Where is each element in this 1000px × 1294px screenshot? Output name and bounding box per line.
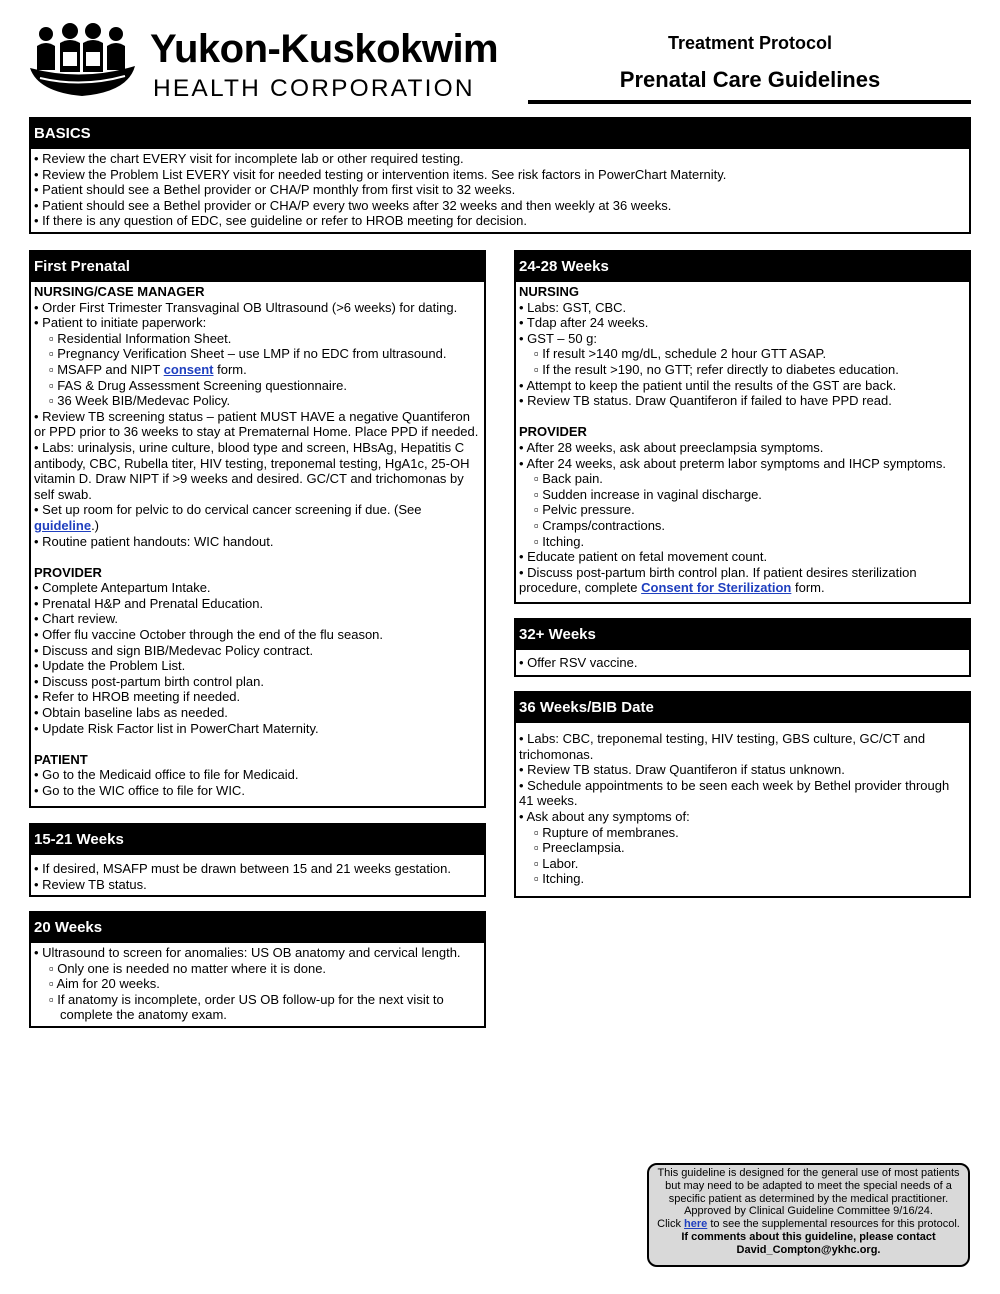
list-item: • Go to the WIC office to file for WIC.: [34, 783, 245, 798]
list-item: • Offer flu vaccine October through the end of the flu season.: [34, 627, 384, 643]
list-subitem: ▫ FAS & Drug Assessment Screening questionnaire.: [49, 377, 347, 393]
list-item: • Offer RSV vaccine.: [519, 655, 638, 670]
basics-heading: BASICS: [31, 119, 969, 149]
list-item-text: .): [91, 517, 100, 533]
list-subitem: [34, 362, 481, 378]
provider-heading: PROVIDER: [519, 424, 587, 440]
list-item: • After 28 weeks, ask about preeclampsia symptoms.: [519, 439, 824, 455]
list-subitem: ▫ Pregnancy Verification Sheet – use LMP if no EDC from ultrasound.: [49, 346, 447, 362]
list-subitem: ▫ Pelvic pressure.: [534, 502, 635, 518]
list-subitem: ▫ Back pain.: [534, 471, 603, 487]
list-subitem: ▫ If anatomy is incomplete, order US OB follow-up for the next visit to: [49, 991, 444, 1007]
list-item: • Chart review.: [34, 611, 119, 627]
basics-item: • Patient should see a Bethel provider or CHA/P every two weeks after 32 weeks and then weekly at 36 weeks.: [34, 197, 672, 213]
disclaimer-text: Click: [657, 1218, 685, 1231]
weeks-15-21-heading: 15-21 Weeks: [31, 825, 484, 855]
basics-item: • If there is any question of EDC, see guideline or refer to HROB meeting for decision.: [34, 213, 528, 229]
list-subitem: ▫ If result >140 mg/dL, schedule 2 hour GTT ASAP.: [534, 346, 827, 362]
list-item: • Review TB status.: [34, 876, 147, 892]
disclaimer-line: but may need to be adapted to meet the special needs of a: [665, 1179, 952, 1192]
weeks-20-section: [29, 911, 486, 1028]
nursing-case-manager-heading: NURSING/CASE MANAGER: [34, 284, 205, 299]
list-item: • Go to the Medicaid office to file for Medicaid.: [34, 767, 299, 783]
weeks-24-28-section: [514, 250, 971, 604]
list-item: • Discuss post-partum birth control plan.: [34, 673, 264, 689]
document-title: Prenatal Care Guidelines: [619, 67, 881, 92]
weeks-32-section: [514, 618, 971, 677]
list-subitem-text: form.: [213, 361, 247, 377]
list-subitem: ▫ Itching.: [534, 533, 585, 549]
weeks-15-21-body: [31, 855, 484, 896]
weeks-24-28-heading: 24-28 Weeks: [516, 252, 969, 282]
weeks-20-heading: 20 Weeks: [31, 913, 484, 943]
list-item: • Labs: GST, CBC.: [519, 299, 627, 315]
list-subitem: ▫ Cramps/contractions.: [534, 517, 666, 533]
list-subitem-text: ▫ MSAFP and NIPT: [49, 361, 164, 377]
list-item-cont: [34, 518, 481, 534]
list-item: • After 24 weeks, ask about preterm labor symptoms and IHCP symptoms.: [519, 455, 946, 471]
list-item-cont: vitamin D. Draw NIPT if >9 weeks and desired. GC/CT and trichomonas by: [34, 471, 464, 487]
nursing-list: [519, 300, 966, 409]
supplemental-resources-link[interactable]: here: [684, 1218, 708, 1231]
basics-section: [29, 117, 971, 234]
list-item: • Discuss and sign BIB/Medevac Policy contract.: [34, 642, 314, 658]
provider-heading: PROVIDER: [34, 564, 102, 580]
list-subitem: ▫ Residential Information Sheet.: [49, 330, 232, 346]
list-item: • Complete Antepartum Intake.: [34, 580, 211, 596]
provider-list: [519, 440, 966, 580]
guideline-link[interactable]: guideline: [34, 517, 92, 533]
weeks-32-heading: 32+ Weeks: [516, 620, 969, 650]
list-subitem-cont: complete the anatomy exam.: [60, 1007, 227, 1023]
patient-heading: PATIENT: [34, 751, 88, 767]
supplemental-line: [649, 1218, 968, 1231]
list-subitem: ▫ Only one is needed no matter where it is done.: [49, 960, 327, 976]
list-item-cont: self swab.: [34, 486, 92, 502]
list-item: • Prenatal H&P and Prenatal Education.: [34, 595, 264, 611]
list-item: • Labs: urinalysis, urine culture, blood type and screen, HBsAg, Hepatitis C: [34, 439, 465, 455]
document-type: Treatment Protocol: [667, 33, 833, 53]
list-item-text: procedure, complete: [519, 580, 642, 596]
list-subitem: ▫ Aim for 20 weeks.: [49, 976, 160, 992]
weeks-36-section: [514, 691, 971, 898]
list-item: • Ask about any symptoms of:: [519, 808, 690, 824]
disclaimer-line: This guideline is designed for the general use of most patients: [657, 1167, 960, 1179]
list-item-cont: or PPD prior to 36 weeks to stay at Prematernal Home. Place PPD if needed.: [34, 424, 479, 440]
weeks-32-body: [516, 650, 969, 675]
disclaimer-line: specific patient as determined by the medical practitioner.: [668, 1192, 949, 1205]
list-item: • Set up room for pelvic to do cervical cancer screening if due. (See: [34, 502, 422, 518]
list-item: • If desired, MSAFP must be drawn between 15 and 21 weeks gestation.: [34, 861, 451, 876]
list-item: • Review TB status. Draw Quantiferon if status unknown.: [519, 762, 845, 778]
list-item: • Refer to HROB meeting if needed.: [34, 689, 241, 705]
list-item: • Educate patient on fetal movement count.: [519, 549, 768, 565]
consent-link[interactable]: consent: [163, 361, 214, 377]
list-item: • Order First Trimester Transvaginal OB Ultrasound (>6 weeks) for dating.: [34, 299, 458, 315]
list-item: • Update Risk Factor list in PowerChart Maternity.: [34, 720, 319, 736]
list-item: • Tdap after 24 weeks.: [519, 315, 649, 331]
list-item: trichomonas.: [519, 746, 594, 762]
consent-for-sterilization-link[interactable]: Consent for Sterilization: [641, 580, 792, 596]
basics-item: • Review the chart EVERY visit for incomplete lab or other required testing.: [34, 151, 464, 166]
org-name: Yukon-Kuskokwim: [150, 27, 499, 71]
list-item: • Attempt to keep the patient until the results of the GST are back.: [519, 377, 897, 393]
weeks-36-heading: 36 Weeks/BIB Date: [516, 693, 969, 723]
approval-line: Approved by Clinical Guideline Committee 9/16/24.: [684, 1205, 933, 1218]
list-item-text: form.: [791, 580, 825, 596]
list-subitem: ▫ If the result >190, no GTT; refer directly to diabetes education.: [534, 361, 899, 377]
list-item: 41 weeks.: [519, 793, 578, 809]
list-subitem: ▫ 36 Week BIB/Medevac Policy.: [49, 393, 231, 409]
list-item: • Labs: CBC, treponemal testing, HIV testing, GBS culture, GC/CT and: [519, 731, 926, 746]
basics-item: • Patient should see a Bethel provider or CHA/P monthly from first visit to 32 weeks.: [34, 182, 516, 198]
weeks-36-body: [516, 723, 969, 891]
weeks-20-body: [31, 943, 484, 1027]
ykhc-logo: [30, 22, 520, 108]
disclaimer-text: to see the supplemental resources for this protocol.: [707, 1218, 960, 1231]
list-subitem: ▫ Sudden increase in vaginal discharge.: [534, 486, 762, 502]
list-item: • Review TB status. Draw Quantiferon if failed to have PPD read.: [519, 393, 892, 409]
basics-list: [31, 149, 969, 233]
list-item: • GST – 50 g:: [519, 330, 598, 346]
list-item: • Obtain baseline labs as needed.: [34, 705, 228, 721]
first-prenatal-body: [31, 282, 484, 803]
contact-email: David_Compton@ykhc.org.: [736, 1243, 881, 1256]
list-subitem: ▫ Itching.: [534, 871, 585, 887]
title-divider: [528, 100, 971, 104]
first-prenatal-section: [29, 250, 486, 808]
list-subitem: ▫ Preeclampsia.: [534, 840, 625, 856]
list-item: • Routine patient handouts: WIC handout.: [34, 533, 274, 549]
list-subitem: ▫ Rupture of membranes.: [534, 824, 679, 840]
list-item-cont: antibody, CBC, Rubella titer, HIV testing, treponemal testing, HgA1c, 25-OH: [34, 455, 470, 471]
first-prenatal-heading: First Prenatal: [31, 252, 484, 282]
list-item: • Update the Problem List.: [34, 658, 186, 674]
nursing-heading: NURSING: [519, 284, 579, 299]
list-item: • Discuss post-partum birth control plan. If patient desires sterilization: [519, 564, 917, 580]
list-item: • Review TB screening status – patient MUST HAVE a negative Quantiferon: [34, 408, 470, 424]
list-item-cont: [519, 580, 966, 596]
list-item: • Ultrasound to screen for anomalies: US OB anatomy and cervical length.: [34, 945, 461, 960]
basics-item: • Review the Problem List EVERY visit for needed testing or intervention items. See risk factors in PowerChart Maternity.: [34, 166, 727, 182]
weeks-24-28-body: [516, 282, 969, 600]
list-item: • Schedule appointments to be seen each week by Bethel provider through: [519, 777, 950, 793]
family-boat-logo-icon: [30, 22, 135, 102]
contact-line: If comments about this guideline, please contact: [681, 1230, 936, 1243]
org-subtitle: HEALTH CORPORATION: [153, 75, 475, 102]
guideline-disclaimer: [647, 1163, 970, 1267]
list-subitem: ▫ Labor.: [534, 855, 579, 871]
weeks-15-21-section: [29, 823, 486, 897]
list-item: • Patient to initiate paperwork:: [34, 315, 207, 331]
